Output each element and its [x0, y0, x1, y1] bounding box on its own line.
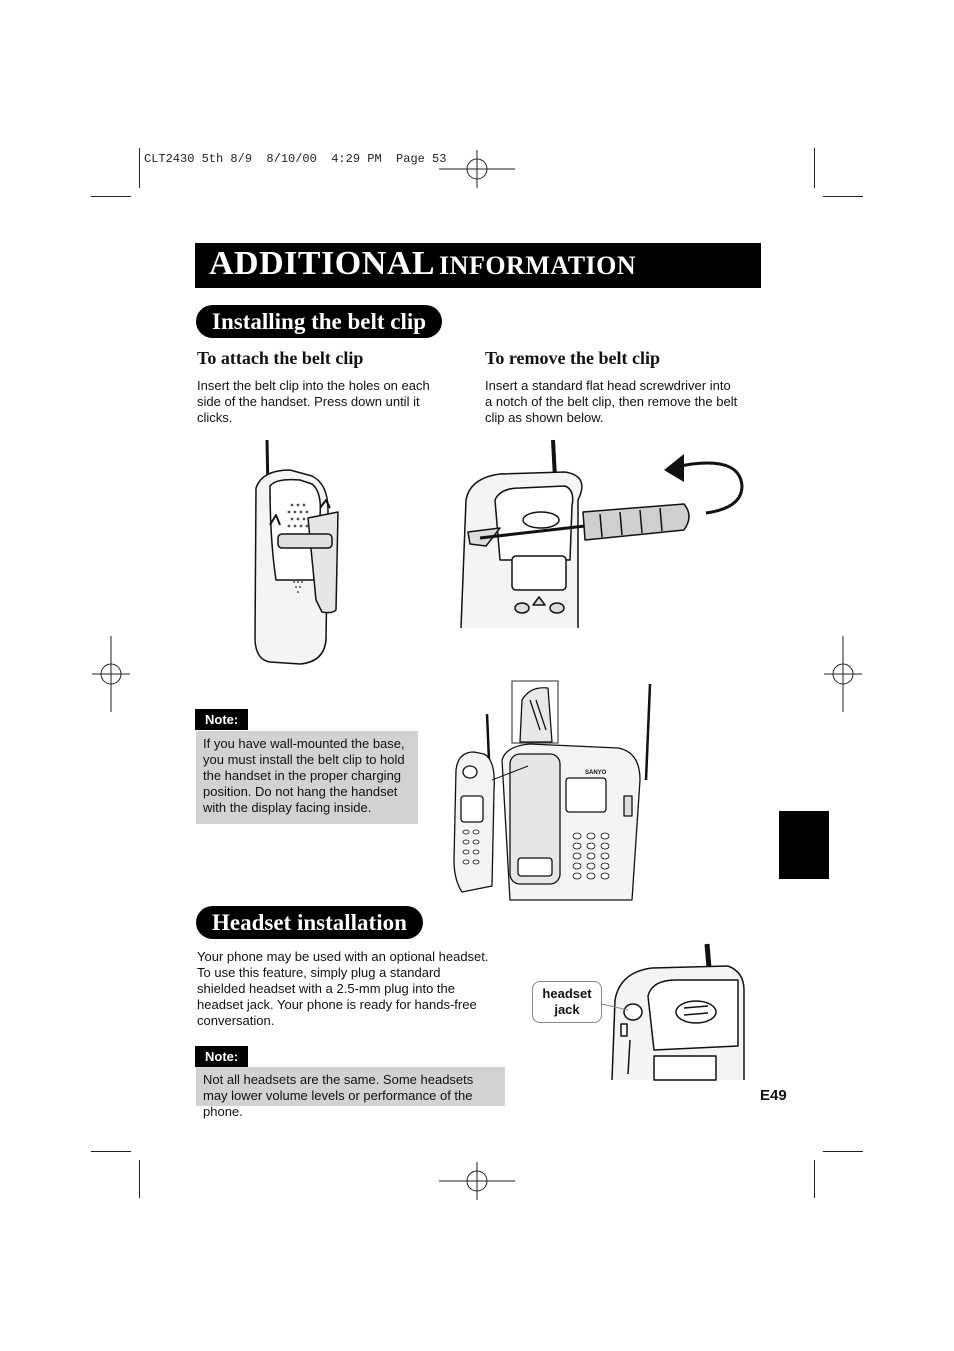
attach-heading: To attach the belt clip: [197, 348, 364, 368]
base-brand-label: SANYO: [585, 770, 607, 776]
headset-note-label: Note:: [195, 1046, 248, 1067]
belt-clip-note: If you have wall-mounted the base, you must install the belt clip to hold the handset in the proper charging position. Do not hang the handset with the display facing inside.: [196, 731, 418, 824]
printer-slug: CLT2430 5th 8/9 8/10/00 4:29 PM Page 53: [144, 152, 447, 166]
headset-jack-callout: headset jack: [532, 981, 602, 1023]
headset-note: Not all headsets are the same. Some headsets may lower volume levels or performance of the phone.: [196, 1067, 505, 1106]
headset-text: Your phone may be used with an optional headset. To use this feature, simply plug a standard shielded headset with a 2.5-mm plug into the headset jack. Your phone is ready for hands-free conversation.: [197, 949, 489, 1028]
remove-text: Insert a standard flat head screwdriver into a notch of the belt clip, then remove the belt clip as shown below.: [485, 378, 738, 425]
title-information: INFORMATION: [439, 251, 637, 280]
section-side-tab: [779, 811, 829, 879]
remove-heading: To remove the belt clip: [485, 348, 660, 368]
headset-heading: Headset installation: [196, 906, 423, 939]
belt-clip-note-label: Note:: [195, 709, 248, 730]
title-additional: ADDITIONAL: [209, 245, 436, 282]
page-number: E49: [760, 1087, 787, 1104]
belt-clip-heading: Installing the belt clip: [196, 305, 442, 338]
attach-text: Insert the belt clip into the holes on each side of the handset. Press down until it clicks.: [197, 378, 430, 425]
